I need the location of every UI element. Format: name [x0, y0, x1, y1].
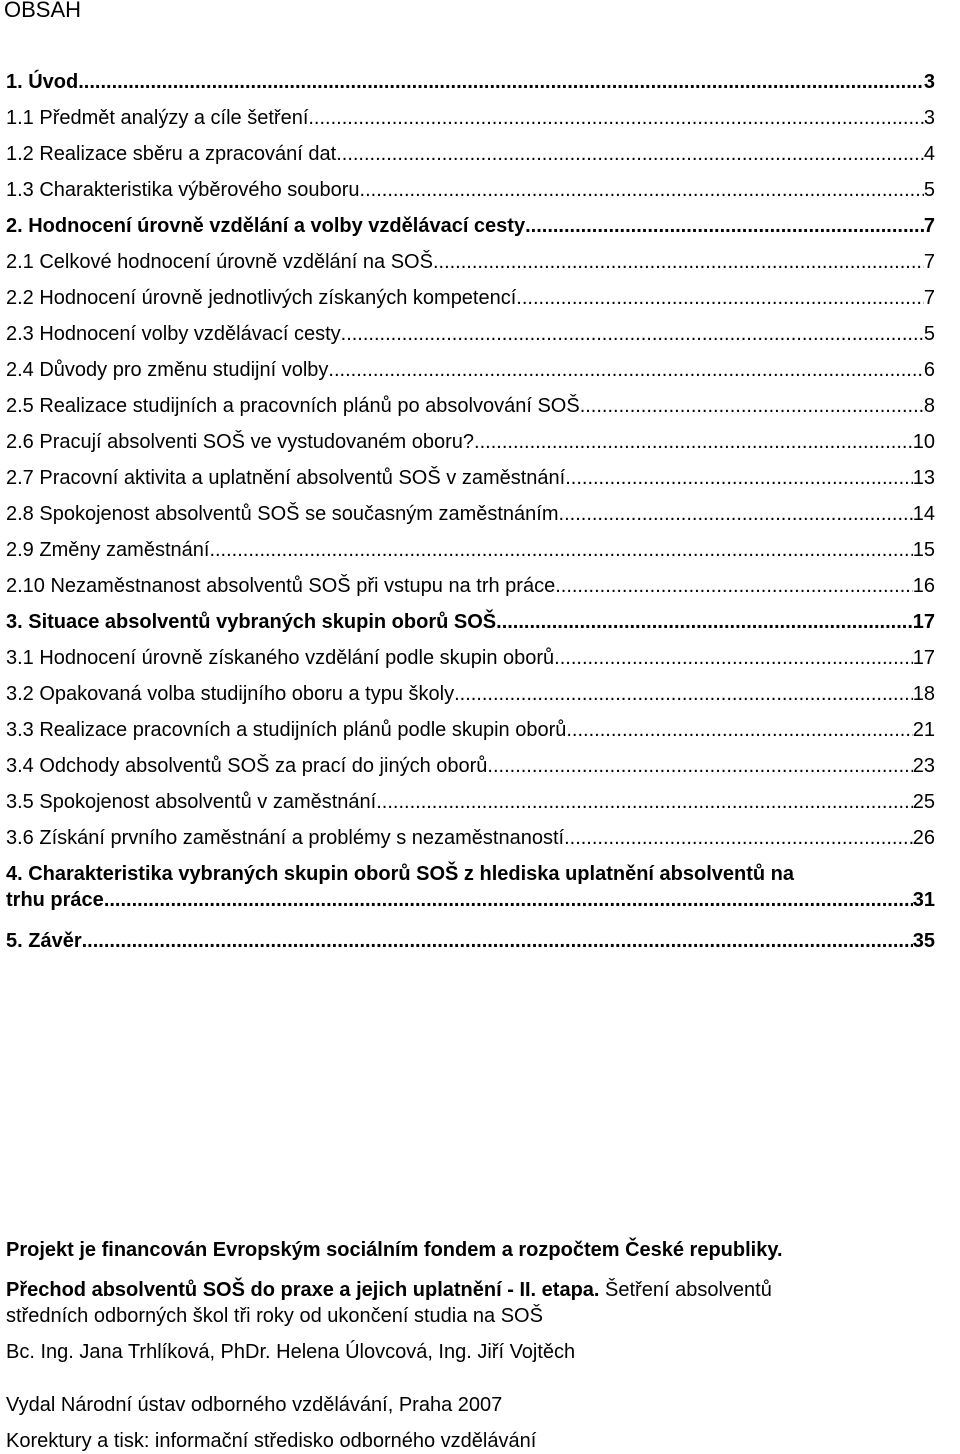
toc-dot-leader [580, 388, 924, 424]
toc-dot-leader [78, 64, 924, 100]
toc-entry-label: 1. Úvod [6, 71, 79, 93]
toc-dot-leader [104, 887, 913, 913]
toc-entry-page: 25 [912, 791, 935, 813]
table-of-contents [6, 64, 935, 959]
toc-dot-leader [209, 532, 912, 568]
toc-entry-label: 1.2 Realizace sběru a zpracování dat [6, 143, 337, 165]
toc-entry[interactable] [6, 712, 935, 748]
toc-entry-label: 2.7 Pracovní aktivita a uplatnění absolventů SOŠ v zaměstnání [6, 467, 566, 489]
toc-entry-page: 26 [912, 827, 935, 849]
toc-entry[interactable] [6, 532, 935, 568]
toc-entry-page: 18 [912, 683, 935, 705]
toc-entry-page: 15 [912, 539, 935, 561]
toc-entry-page: 4 [923, 143, 935, 165]
toc-entry-label: 1.1 Předmět analýzy a cíle šetření [6, 107, 309, 129]
toc-entry-label: 3. Situace absolventů vybraných skupin oborů SOŠ [6, 611, 497, 633]
toc-entry-page: 3 [923, 107, 935, 129]
toc-entry-page: 7 [923, 251, 935, 273]
toc-entry-page: 17 [912, 647, 935, 669]
toc-dot-leader [376, 784, 913, 820]
toc-dot-leader [336, 136, 924, 172]
toc-entry[interactable] [6, 784, 935, 820]
printing: Korektury a tisk: informační středisko odborného vzdělávání [6, 1430, 537, 1452]
toc-entry-label: 2.8 Spokojenost absolventů SOŠ se současným zaměstnáním [6, 503, 559, 525]
toc-dot-leader [341, 316, 924, 352]
toc-dot-leader [554, 640, 913, 676]
toc-entry-page: 21 [912, 719, 935, 741]
toc-entry-label: 2.2 Hodnocení úrovně jednotlivých získaných kompetencí [6, 287, 517, 309]
toc-entry[interactable] [6, 424, 935, 460]
toc-dot-leader [433, 244, 924, 280]
project-title-rest: Šetření absolventů [599, 1279, 772, 1301]
toc-entry-label: 2.10 Nezaměstnanost absolventů SOŠ při vstupu na trh práce [6, 575, 556, 597]
toc-entry-5[interactable] [6, 923, 935, 959]
toc-entry-page: 5 [923, 323, 935, 345]
toc-entry-page: 13 [912, 467, 935, 489]
funding-note [6, 1237, 783, 1263]
toc-entry-label: 2.9 Změny zaměstnání [6, 539, 210, 561]
toc-entry-page: 23 [912, 755, 935, 777]
toc-entry-page: 31 [912, 889, 935, 911]
toc-entry-label: 2.5 Realizace studijních a pracovních plánů po absolvování SOŠ [6, 395, 580, 417]
toc-dot-leader [454, 676, 913, 712]
toc-entry-label: 3.2 Opakovaná volba studijního oboru a typu školy [6, 683, 455, 705]
toc-entry-label: 2.1 Celkové hodnocení úrovně vzdělání na SOŠ [6, 251, 433, 273]
toc-entry-page: 10 [912, 431, 935, 453]
toc-entry-label: 2. Hodnocení úrovně vzdělání a volby vzdělávací cesty [6, 215, 526, 237]
toc-dot-leader [82, 923, 913, 959]
toc-entry[interactable] [6, 388, 935, 424]
toc-entry[interactable] [6, 136, 935, 172]
toc-dot-leader [487, 748, 912, 784]
toc-entry-page: 7 [923, 287, 935, 309]
toc-entry-page: 3 [923, 71, 935, 93]
toc-entry-label: 2.3 Hodnocení volby vzdělávací cesty [6, 323, 341, 345]
toc-entry-page: 8 [923, 395, 935, 417]
toc-dot-leader [559, 496, 913, 532]
toc-entry-4[interactable] [6, 856, 935, 923]
toc-entry-label-line1: 4. Charakteristika vybraných skupin oborů SOŠ z hlediska uplatnění absolventů na [6, 863, 794, 885]
toc-entry-page: 14 [912, 503, 935, 525]
toc-entry-label: 3.6 Získání prvního zaměstnání a problémy s nezaměstnaností [6, 827, 565, 849]
toc-entry[interactable] [6, 208, 935, 244]
toc-entry-label: 5. Závěr [6, 930, 82, 952]
toc-dot-leader [566, 712, 912, 748]
toc-entry-label: 2.6 Pracují absolventi SOŠ ve vystudovaném oboru? [6, 431, 475, 453]
authors: Bc. Ing. Jana Trhlíková, PhDr. Helena Úlovcová, Ing. Jiří Vojtěch [6, 1341, 576, 1363]
toc-dot-leader [474, 424, 913, 460]
toc-entry[interactable] [6, 676, 935, 712]
toc-list [6, 64, 935, 856]
project-title-bold: Přechod absolventů SOŠ do praxe a jejich uplatnění - II. etapa. [6, 1279, 600, 1301]
funding-text: Projekt je financován Evropským sociálním fondem a rozpočtem České republiky. [6, 1239, 783, 1261]
project-title [6, 1277, 772, 1303]
page-title: OBSAH [4, 0, 82, 22]
toc-dot-leader [525, 208, 924, 244]
toc-entry-label-line2: trhu práce [6, 889, 104, 911]
toc-dot-leader [360, 172, 924, 208]
toc-dot-leader [328, 352, 923, 388]
toc-entry-label: 1.3 Charakteristika výběrového souboru [6, 179, 360, 201]
toc-dot-leader [516, 280, 924, 316]
toc-entry-page: 35 [912, 930, 935, 952]
toc-entry-label: 3.5 Spokojenost absolventů v zaměstnání [6, 791, 377, 813]
toc-entry-page: 6 [923, 359, 935, 381]
toc-dot-leader [496, 604, 913, 640]
toc-entry[interactable] [6, 748, 935, 784]
publisher: Vydal Národní ústav odborného vzdělávání, Praha 2007 [6, 1394, 503, 1416]
toc-entry[interactable] [6, 316, 935, 352]
toc-dot-leader [555, 568, 913, 604]
toc-dot-leader [564, 820, 913, 856]
toc-entry[interactable] [6, 64, 935, 100]
toc-entry[interactable] [6, 496, 935, 532]
toc-entry[interactable] [6, 604, 935, 640]
toc-entry-label: 3.3 Realizace pracovních a studijních plánů podle skupin oborů [6, 719, 567, 741]
toc-entry-page: 17 [912, 611, 935, 633]
toc-entry[interactable] [6, 820, 935, 856]
toc-entry[interactable] [6, 640, 935, 676]
toc-entry-page: 16 [912, 575, 935, 597]
toc-entry[interactable] [6, 352, 935, 388]
toc-entry-page: 7 [923, 215, 935, 237]
toc-entry-label: 2.4 Důvody pro změnu studijní volby [6, 359, 329, 381]
toc-entry-page: 5 [923, 179, 935, 201]
toc-entry[interactable] [6, 460, 935, 496]
toc-entry[interactable] [6, 172, 935, 208]
toc-entry-label: 3.4 Odchody absolventů SOŠ za prací do jiných oborů [6, 755, 488, 777]
toc-entry[interactable] [6, 280, 935, 316]
toc-dot-leader [308, 100, 924, 136]
toc-entry-label: 3.1 Hodnocení úrovně získaného vzdělání podle skupin oborů [6, 647, 555, 669]
toc-entry[interactable] [6, 100, 935, 136]
project-subtitle: středních odborných škol tři roky od ukončení studia na SOŠ [6, 1305, 543, 1327]
toc-entry[interactable] [6, 244, 935, 280]
toc-dot-leader [565, 460, 913, 496]
toc-entry[interactable] [6, 568, 935, 604]
